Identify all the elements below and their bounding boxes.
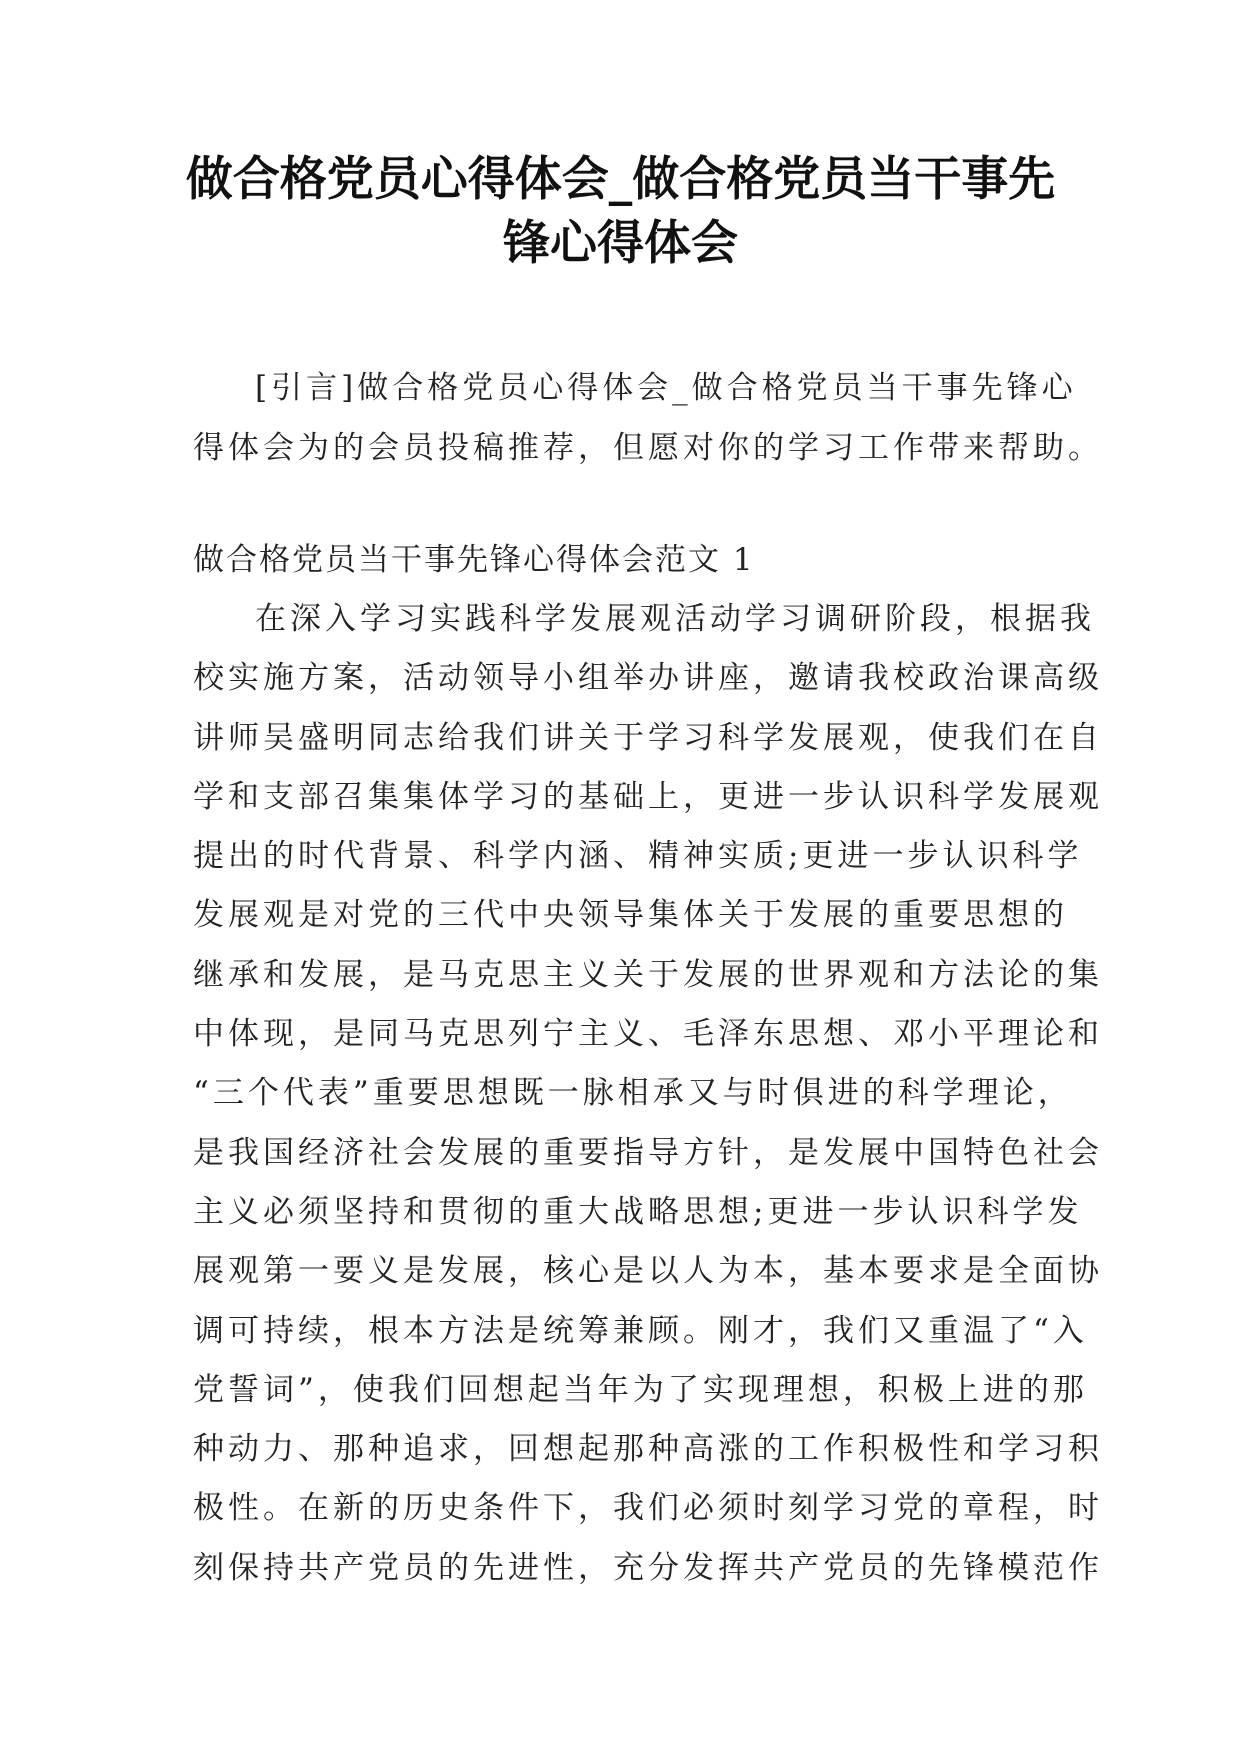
title-line-2: 锋心得体会: [503, 216, 738, 271]
paragraph-line: “三个代表”重要思想既一脉相承又与时俱进的科学理论，: [193, 1075, 1073, 1112]
paragraph-line: 学和支部召集集体学习的基础上，更进一步认识科学发展观: [193, 778, 1103, 815]
intro-line: [引言]做合格党员心得体会_做合格党员当干事先锋心: [255, 370, 1077, 406]
intro-line: 得体会为的会员投稿推荐，但愿对你的学习工作带来帮助。: [193, 430, 1103, 466]
paragraph-line: 讲师吴盛明同志给我们讲关于学习科学发展观，使我们在自: [193, 719, 1103, 756]
paragraph-line: 提出的时代背景、科学内涵、精神实质;更进一步认识科学: [193, 838, 1083, 875]
section-heading: 做合格党员当干事先锋心得体会范文 1: [193, 542, 755, 578]
paragraph-line: 继承和发展，是马克思主义关于发展的世界观和方法论的集: [193, 956, 1103, 993]
paragraph-line: 调可持续，根本方法是统筹兼顾。刚才，我们又重温了“入: [193, 1312, 1088, 1349]
paragraph-line: 校实施方案，活动领导小组举办讲座，邀请我校政治课高级: [193, 660, 1103, 697]
paragraph-line: 是我国经济社会发展的重要指导方针，是发展中国特色社会: [193, 1134, 1103, 1171]
paragraph-line: 在深入学习实践科学发展观活动学习调研阶段，根据我: [255, 601, 1095, 637]
body-paragraph: [193, 590, 1103, 1598]
document-title: [150, 148, 1091, 276]
paragraph-line: 主义必须坚持和贯彻的重大战略思想;更进一步认识科学发: [193, 1193, 1083, 1230]
paragraph-line: 党誓词”，使我们回想起当年为了实现理想，积极上进的那: [193, 1371, 1088, 1408]
paragraph-line: 种动力、那种追求，回想起那种高涨的工作积极性和学习积: [193, 1431, 1103, 1468]
paragraph-line: 中体现，是同马克思列宁主义、毛泽东思想、邓小平理论和: [193, 1016, 1103, 1053]
paragraph-line: 刻保持共产党员的先进性，充分发挥共产党员的先锋模范作: [193, 1549, 1103, 1586]
paragraph-line: 展观第一要义是发展，核心是以人为本，基本要求是全面协: [193, 1253, 1103, 1290]
intro-paragraph: [193, 358, 1103, 478]
paragraph-line: 极性。在新的历史条件下，我们必须时刻学习党的章程，时: [193, 1490, 1103, 1527]
paragraph-line: 发展观是对党的三代中央领导集体关于发展的重要思想的: [193, 897, 1068, 934]
title-line-1: 做合格党员心得体会_做合格党员当干事先: [185, 152, 1056, 207]
